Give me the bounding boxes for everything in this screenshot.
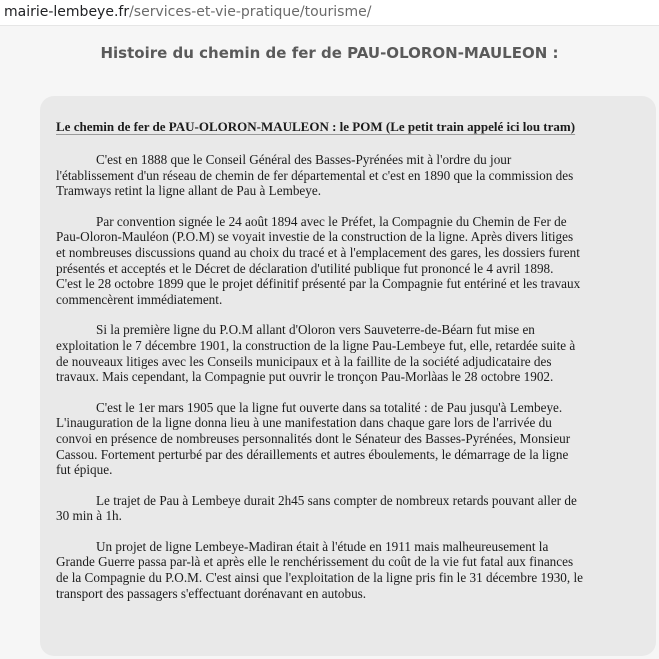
paragraph-line: exploitation le 7 décembre 1901, la construction de la ligne Pau-Lembeye fut, elle, retardée suite à xyxy=(56,337,576,353)
paragraph-line: C'est le 28 octobre 1899 que le projet définitif présenté par la Compagnie fut entériné et les travaux xyxy=(56,276,581,292)
paragraph-line: travaux. Mais cependant, la Compagnie put ouvrir le tronçon Pau-Morlàas le 28 octobre 1902. xyxy=(56,369,554,385)
paragraph-line: Le trajet de Pau à Lembeye durait 2h45 sans compter de nombreux retards pouvant aller de xyxy=(96,492,577,508)
paragraph-line: de la Compagnie du P.O.M. C'est ainsi que l'exploitation de la ligne pris fin le 31 décembre 1930, le xyxy=(56,570,584,586)
document-paragraph xyxy=(56,539,642,601)
paragraph-line: et nombreuses discussions quand au choix du tracé et à l'emplacement des gares, les dossiers furent xyxy=(56,244,580,260)
page-heading: Histoire du chemin de fer de PAU-OLORON-MAULEON : xyxy=(100,44,559,62)
paragraph-line: transport des passagers s'effectuant dorénavant en autobus. xyxy=(56,585,367,601)
document-body xyxy=(56,152,642,601)
paragraph-line: fut épique. xyxy=(56,462,113,478)
scanned-document xyxy=(40,96,656,656)
paragraph-line: de nouveaux litiges avec les Conseils municipaux et à la faillite de la société adjudicataire des xyxy=(56,353,552,369)
document-paragraph xyxy=(56,493,642,524)
paragraph-line: commencèrent immédiatement. xyxy=(56,291,223,307)
paragraph-line: Cassou. Fortement perturbé par des déraillements et autres éboulements, le démarrage de la ligne xyxy=(56,446,569,462)
document-paragraph xyxy=(56,214,642,308)
paragraph-line: Tramways retint la ligne allant de Pau à Lembeye. xyxy=(56,183,322,199)
paragraph-line: convoi en présence de nombreuses personnalités dont le Sénateur des Basses-Pyrénées, Monsieur xyxy=(56,430,571,446)
paragraph-line: C'est en 1888 que le Conseil Général des Basses-Pyrénées mit à l'ordre du jour xyxy=(96,152,512,167)
document-paragraph xyxy=(56,322,642,384)
url-bar[interactable] xyxy=(0,0,659,26)
paragraph-line: 30 min à 1h. xyxy=(56,508,122,524)
paragraph-line: l'établissement d'un réseau de chemin de fer départemental et c'est en 1890 que la commission des xyxy=(56,167,574,183)
paragraph-line: Si la première ligne du P.O.M allant d'Oloron vers Sauveterre-de-Béarn fut mise en xyxy=(96,322,535,338)
paragraph-line: Pau-Oloron-Mauléon (P.O.M) se voyait investie de la construction de la ligne. Après divers litiges xyxy=(56,229,574,245)
document-title: Le chemin de fer de PAU-OLORON-MAULEON : le POM (Le petit train appelé ici lou tram) xyxy=(56,119,576,134)
document-paragraph xyxy=(56,400,642,478)
paragraph-line: C'est le 1er mars 1905 que la ligne fut ouverte dans sa totalité : de Pau jusqu'à Lembeye. xyxy=(96,399,563,415)
document-paragraph xyxy=(56,152,642,199)
paragraph-line: présentés et acceptés et le Décret de déclaration d'utilité publique fut prononcé le 4 avril 1898. xyxy=(56,260,554,276)
paragraph-line: Grande Guerre passa par-là et après elle le renchérissement du coût de la vie fut fatal aux finances xyxy=(56,554,574,570)
paragraph-line: Par convention signée le 24 août 1894 avec le Préfet, la Compagnie du Chemin de Fer de xyxy=(96,213,567,229)
paragraph-line: L'inauguration de la ligne donna lieu à une manifestation dans chaque gare lors de l'arrivée du xyxy=(56,415,552,431)
url-host: mairie-lembeye.fr xyxy=(4,4,130,20)
paragraph-line: Un projet de ligne Lembeye-Madiran était à l'étude en 1911 mais malheureusement la xyxy=(96,538,549,554)
url-path: /services-et-vie-pratique/tourisme/ xyxy=(129,4,372,20)
